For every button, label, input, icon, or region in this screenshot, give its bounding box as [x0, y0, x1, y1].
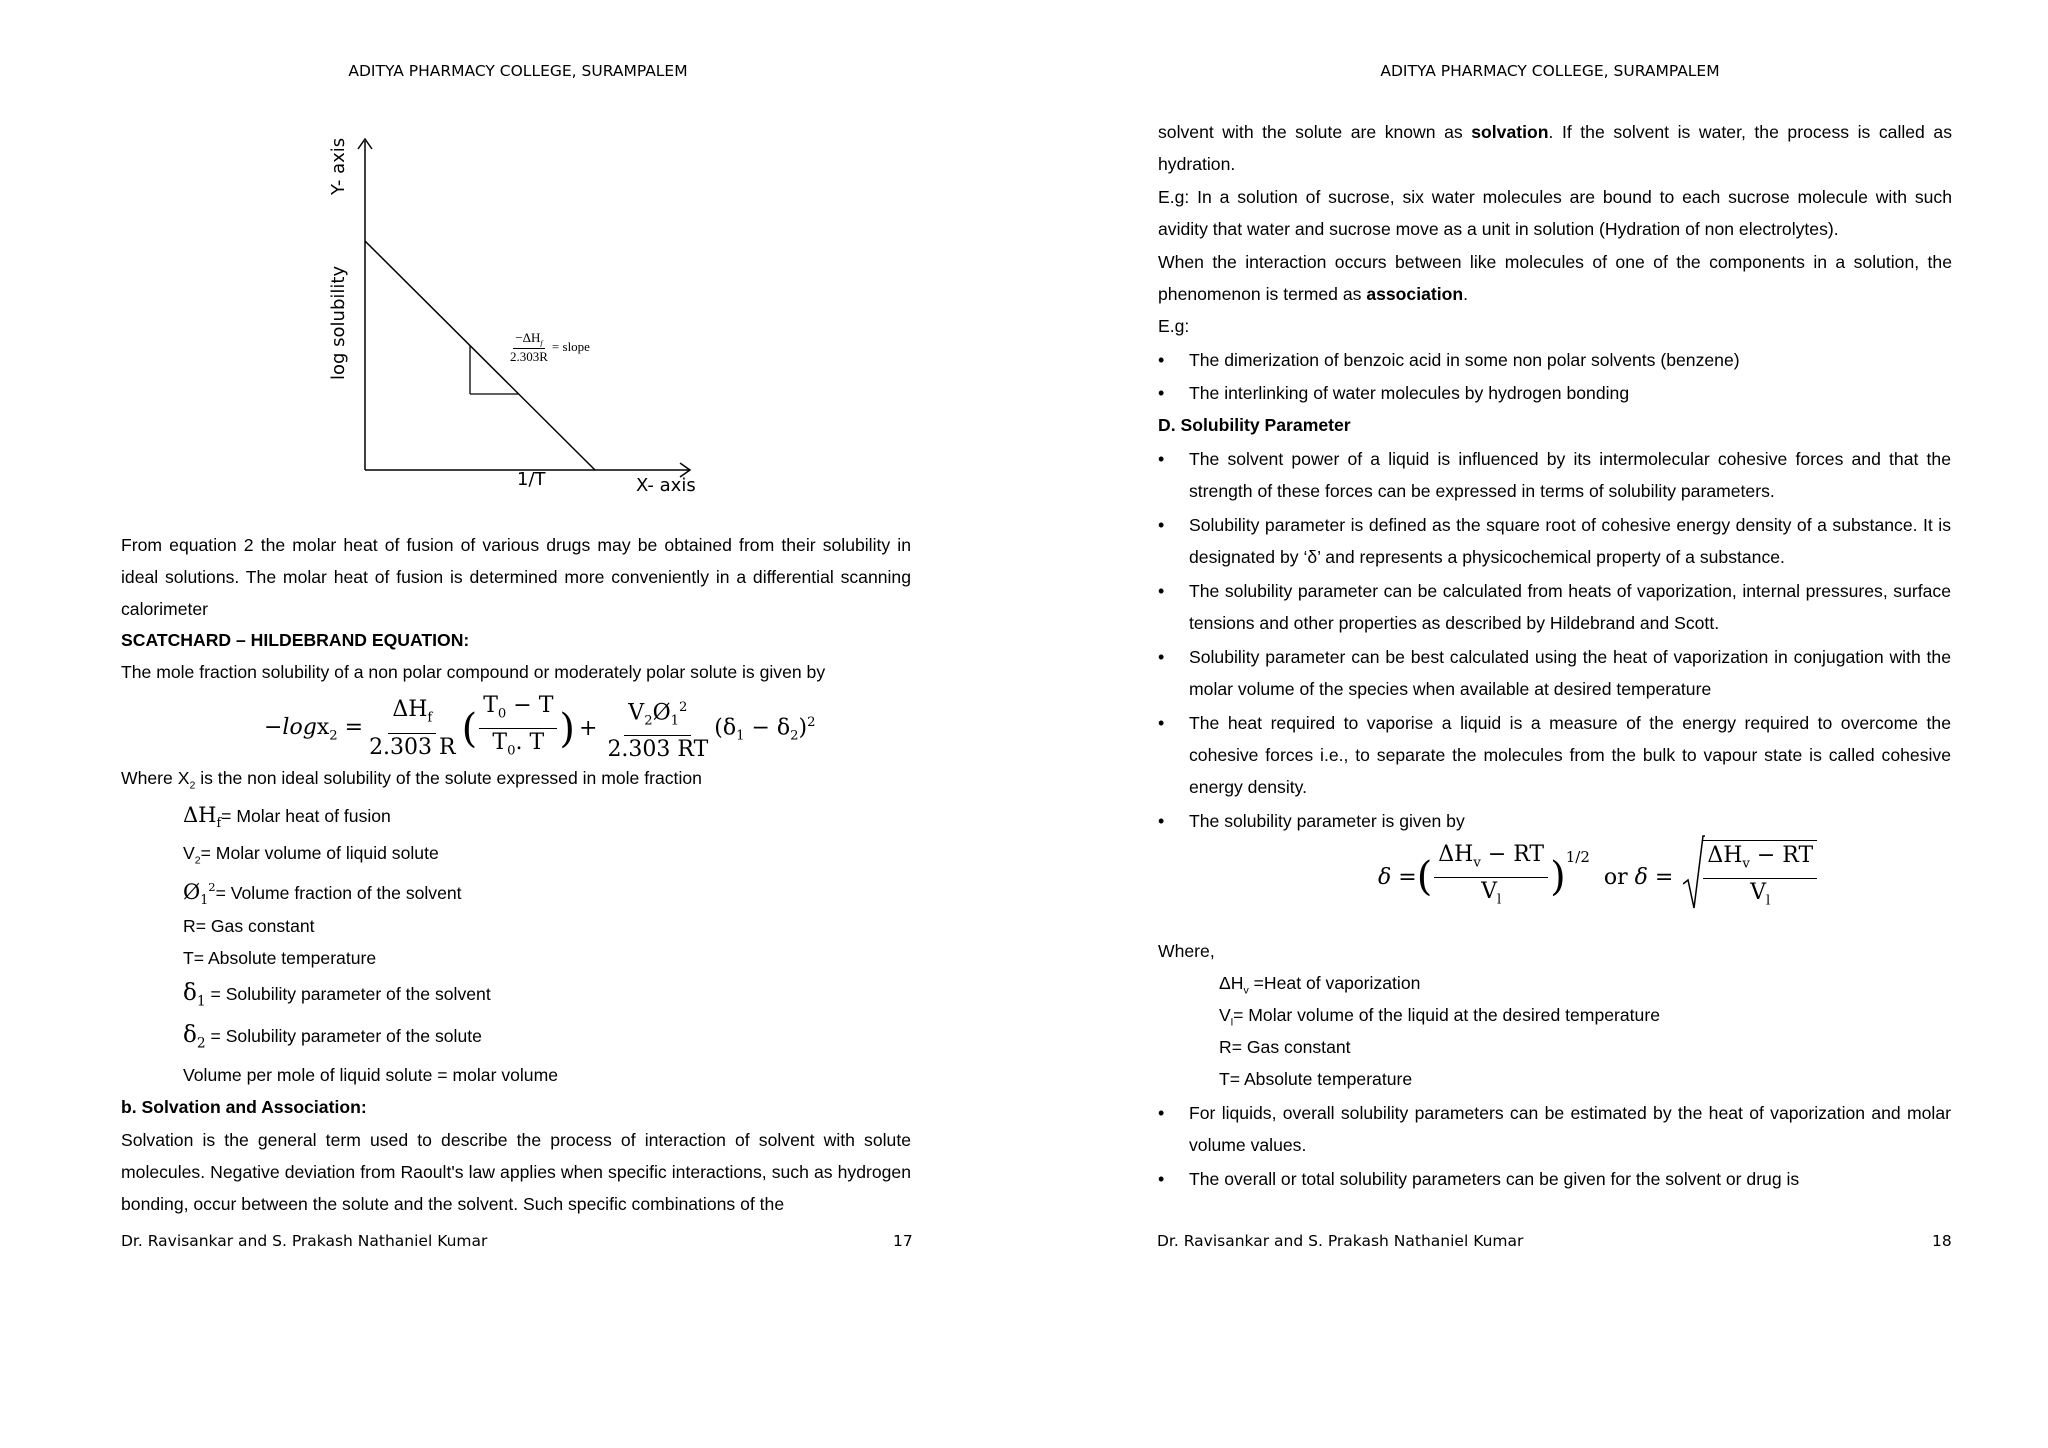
def-volume-per-mole: Volume per mole of liquid solute = molar volume: [183, 1065, 559, 1085]
bullet-calculation: • The solubility parameter can be calculated from heats of vaporization, internal pressures, surface tensions and other properties as described by Hildebrand and Scott.: [1189, 575, 1951, 639]
bullet-total-parameters: • The overall or total solubility parameters can be given for the solvent or drug is: [1189, 1163, 1951, 1195]
bullet-heat-vaporization: • Solubility parameter can be best calculated using the heat of vaporization in conjugation with the molar volume of the species when available at desired temperature: [1189, 641, 1951, 705]
solvation-heading: b. Solvation and Association:: [121, 1097, 367, 1117]
bullet-given-by: • The solubility parameter is given by: [1189, 805, 1951, 837]
def-gas-constant-right: R= Gas constant: [1219, 1037, 1351, 1057]
left-page-number: 17: [893, 1232, 913, 1250]
y-axis-label: Y- axis: [328, 137, 349, 195]
sqrt-sign: [1683, 834, 1705, 914]
solubility-parameter-heading: D. Solubility Parameter: [1158, 415, 1351, 435]
bullet-dimerization: • The dimerization of benzoic acid in some non polar solvents (benzene): [1189, 344, 1951, 376]
sucrose-example: E.g: In a solution of sucrose, six water molecules are bound to each sucrose molecule with such avidity that water and sucrose move as a unit in solution (Hydration of non electrolytes).: [1158, 187, 1952, 239]
scatchard-heading: SCATCHARD – HILDEBRAND EQUATION:: [121, 630, 470, 650]
where-label: Where,: [1158, 941, 1215, 961]
slope-numerator: −ΔH: [515, 330, 541, 345]
bullet-water-interlinking: • The interlinking of water molecules by hydrogen bonding: [1189, 377, 1951, 409]
def-abs-temp: T= Absolute temperature: [183, 948, 377, 968]
left-page-header: ADITYA PHARMACY COLLEGE, SURAMPALEM: [348, 62, 688, 80]
bullet-definition: • Solubility parameter is defined as the square root of cohesive energy density of a substance. It is designated by ‘δ’ and represents a physicochemical property of a substance.: [1189, 509, 1951, 573]
right-page-number: 18: [1932, 1232, 1952, 1250]
scatchard-equation: −logx$_2$ = $\frac{\Delta H_f}{2.303 R}$ ( $\frac{T_0 - T}{T_0. T}$ ) + $\frac{V_2Ø_1^2}{2.303 RT}$ $(\delta_1 - \delta_2)^2$: [264, 693, 816, 763]
intro-paragraph: From equation 2 the molar heat of fusion of various drugs may be obtained from their solubility in ideal solutions. The molar heat of fusion is determined more conveniently in a differential scanning calorimeter: [121, 535, 911, 619]
def-heat-of-fusion: $\Delta H_f=$ Molar heat of fusion: [183, 803, 391, 831]
bullet-solvent-power: • The solvent power of a liquid is influenced by its intermolecular cohesive forces and that the strength of these forces can be expressed in terms of solubility parameters.: [1189, 443, 1951, 507]
def-volume-fraction: $Ø_1^2=$ Volume fraction of the solvent: [183, 880, 462, 908]
def-abs-temp-right: T= Absolute temperature: [1219, 1069, 1413, 1089]
def-gas-constant: R= Gas constant: [183, 916, 315, 936]
slope-text: = slope: [551, 339, 590, 355]
solvation-continued: solvent with the solute are known as solvation. If the solvent is water, the process is called as hydration.: [1158, 122, 1952, 174]
def-heat-vaporization: $\Delta H_v$ =Heat of vaporization: [1219, 973, 1421, 997]
def-delta2: $\delta_2$ = Solubility parameter of the solute: [183, 1022, 482, 1052]
slope-annotation: [510, 330, 590, 365]
solubility-parameter-equation: δ = ( $\frac{\Delta H_v - RT}{V_l}$ ) 1/2 or δ = $\frac{\Delta H_v - RT}{V_l}$: [1378, 840, 1819, 915]
graph-svg: [330, 135, 710, 505]
scatchard-intro: The mole fraction solubility of a non polar compound or moderately polar solute is given by: [121, 662, 826, 682]
def-liquid-molar-volume: $V_l=$ Molar volume of the liquid at the desired temperature: [1219, 1005, 1660, 1029]
eg-label: E.g:: [1158, 316, 1190, 336]
where-x2: Where $X_2$ is the non ideal solubility of the solute expressed in mole fraction: [121, 768, 702, 792]
def-molar-volume: $V_2=$ Molar volume of liquid solute: [183, 843, 439, 867]
slope-numerator-sub: f: [540, 338, 543, 348]
x-quantity-label: 1/T: [517, 469, 546, 490]
left-footer-author: Dr. Ravisankar and S. Prakash Nathaniel Kumar: [121, 1232, 488, 1250]
bullet-liquids-overall: • For liquids, overall solubility parameters can be estimated by the heat of vaporization and molar volume values.: [1189, 1097, 1951, 1161]
solubility-graph: [330, 135, 710, 505]
y-quantity-label: log solubility: [328, 265, 349, 380]
association-paragraph: When the interaction occurs between like molecules of one of the components in a solution, the phenomenon is termed as association.: [1158, 252, 1952, 304]
solvation-paragraph: Solvation is the general term used to describe the process of interaction of solvent with solute molecules. Negative deviation from Raoult's law applies when specific interactions, such as hydrogen bonding, occur between the solute and the solvent. Such specific combinations of the: [121, 1130, 911, 1214]
right-page-header: ADITYA PHARMACY COLLEGE, SURAMPALEM: [1380, 62, 1720, 80]
right-footer-author: Dr. Ravisankar and S. Prakash Nathaniel Kumar: [1157, 1232, 1524, 1250]
bullet-cohesive-energy: • The heat required to vaporise a liquid is a measure of the energy required to overcome the cohesive forces i.e., to separate the molecules from the bulk to vapour state is called cohesive energy density.: [1189, 707, 1951, 803]
x-axis-label: X- axis: [636, 475, 696, 496]
def-delta1: $\delta_1$ = Solubility parameter of the solvent: [183, 980, 491, 1010]
slope-denominator: 2.303R: [510, 348, 548, 364]
